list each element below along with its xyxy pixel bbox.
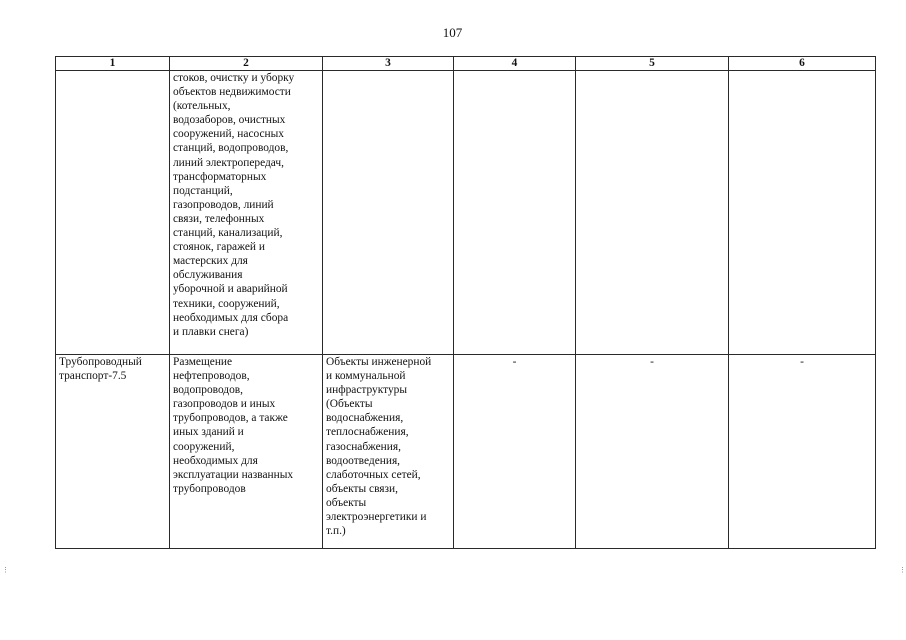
cell-text: - [650,356,654,368]
table-cell [576,355,729,549]
cell-text: Объекты инженерной и коммунальной инфраструктуры (Объекты водоснабжения, теплоснабжения, газоснабжения, водоотведения, слаботочных сетей, объекты связи, объекты электроэнергетики и т.п.) [326,356,432,538]
cell-text: - [800,356,804,368]
table-row [56,355,876,549]
table-cell [729,71,876,355]
table-cell [323,355,454,549]
table-cell [454,355,576,549]
table-row [56,71,876,355]
column-header-5: 5 [576,57,729,71]
cell-text: стоков, очистку и уборку объектов недвижимости (котельных, водозаборов, очистных сооружений, насосных станций, водопроводов, линий электропередач, трансформаторных подстанций, газопроводов, линий связи, телефонных станций, канализаций, стоянок, гаражей и мастерских для обслуживания уборочной и аварийной техники, сооружений, необходимых для сбора и плавки снега) [173,72,295,338]
table-cell [56,355,170,549]
scan-edge-mark-left: ⋮ [2,566,9,574]
header-row [56,57,876,71]
cell-text: Трубопроводный транспорт-7.5 [59,356,142,383]
page-number: 107 [442,25,463,40]
table-cell [323,71,454,355]
column-header-4: 4 [454,57,576,71]
table-cell [576,71,729,355]
cell-text: Размещение нефтепроводов, водопроводов, газопроводов и иных трубопроводов, а также иных зданий и сооружений, необходимых для эксплуатации названных трубопроводов [173,356,294,495]
table-cell [56,71,170,355]
column-header-2: 2 [170,57,323,71]
cell-text: - [512,356,517,368]
column-header-3: 3 [323,57,454,71]
land-use-table [55,56,876,549]
table-cell [454,71,576,355]
column-header-1: 1 [56,57,170,71]
table-cell [170,355,323,549]
table-cell [170,71,323,355]
table-cell [729,355,876,549]
column-header-6: 6 [729,57,876,71]
scan-edge-mark-right: ⋮ [899,566,906,574]
